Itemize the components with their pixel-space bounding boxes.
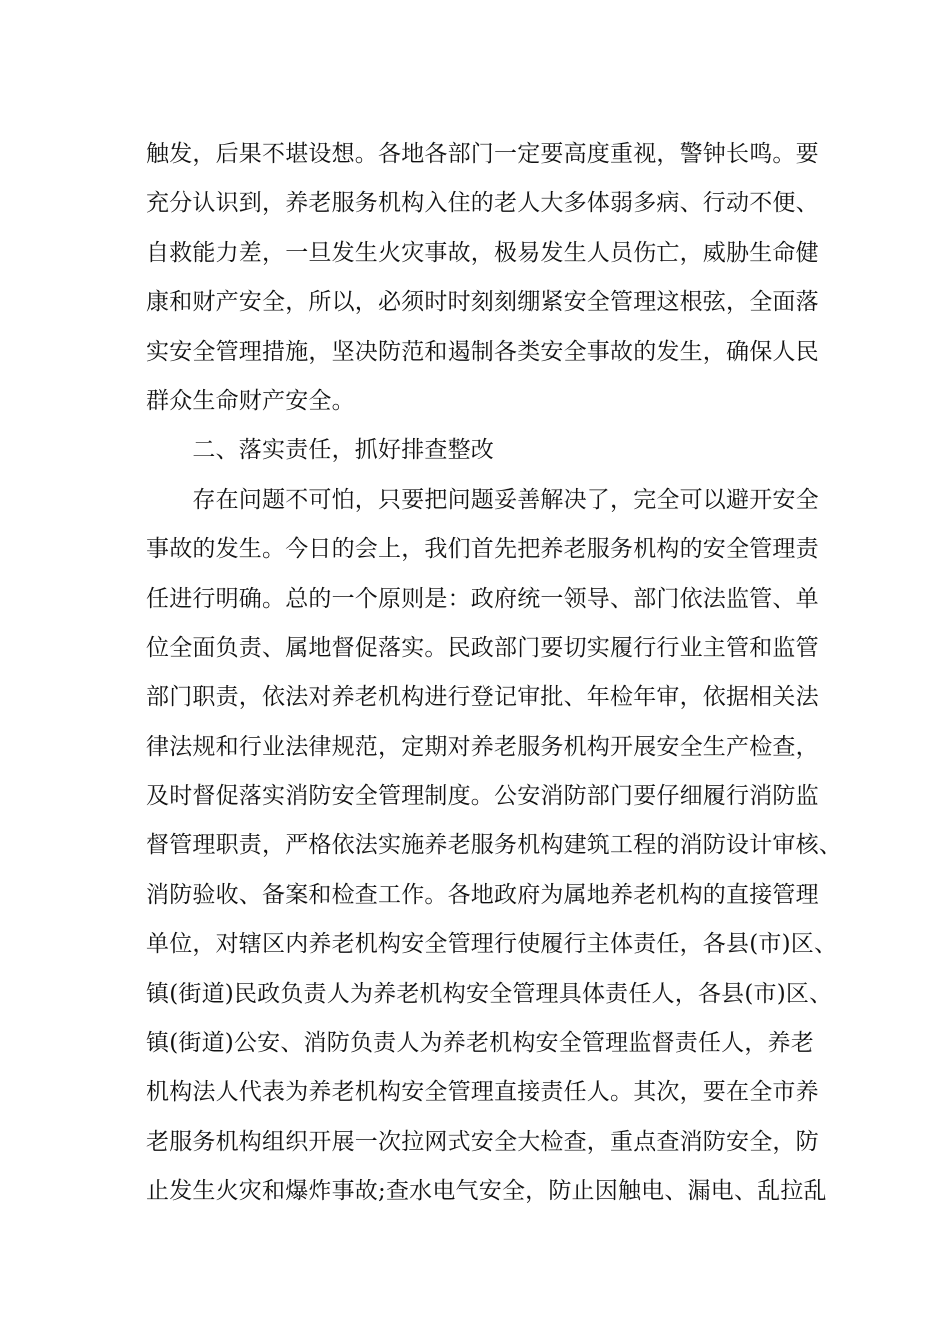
text-line: 及时督促落实消防安全管理制度。公安消防部门要仔细履行消防监	[146, 783, 819, 810]
text-line: 止发生火灾和爆炸事故;查水电气安全，防止因触电、漏电、乱拉乱	[146, 1178, 827, 1205]
text-line: 位全面负责、属地督促落实。民政部门要切实履行行业主管和监管	[146, 634, 819, 661]
text-line: 自救能力差，一旦发生火灾事故，极易发生人员伤亡，威胁生命健	[146, 239, 819, 266]
text-line: 实安全管理措施，坚决防范和遏制各类安全事故的发生，确保人民	[146, 338, 819, 365]
text-line: 事故的发生。今日的会上，我们首先把养老服务机构的安全管理责	[146, 536, 819, 563]
text-line: 部门职责，依法对养老机构进行登记审批、年检年审，依据相关法	[146, 684, 819, 711]
text-line: 任进行明确。总的一个原则是：政府统一领导、部门依法监管、单	[146, 585, 819, 612]
text-line: 触发，后果不堪设想。各地各部门一定要高度重视，警钟长鸣。要	[146, 141, 819, 167]
text-line: 康和财产安全，所以，必须时时刻刻绷紧安全管理这根弦，全面落	[146, 289, 819, 316]
text-line: 充分认识到，养老服务机构入住的老人大多体弱多病、行动不便、	[146, 190, 819, 217]
text-line: 老服务机构组织开展一次拉网式安全大检查，重点查消防安全，防	[146, 1128, 819, 1155]
text-line: 群众生命财产安全。	[146, 387, 355, 414]
text-line: 镇(街道)民政负责人为养老机构安全管理具体责任人，各县(市)区、	[146, 980, 833, 1007]
text-line: 督管理职责，严格依法实施养老服务机构建筑工程的消防设计审核、	[146, 832, 842, 859]
text-line: 消防验收、备案和检查工作。各地政府为属地养老机构的直接管理	[146, 881, 819, 908]
document-body	[146, 131, 842, 1218]
text-line: 单位，对辖区内养老机构安全管理行使履行主体责任，各县(市)区、	[146, 931, 838, 958]
text-line: 存在问题不可怕，只要把问题妥善解决了，完全可以避开安全	[146, 486, 819, 513]
section-heading: 二、落实责任，抓好排查整改	[146, 437, 494, 464]
text-line: 镇(街道)公安、消防负责人为养老机构安全管理监督责任人，养老	[146, 1030, 814, 1057]
text-line: 律法规和行业法律规范，定期对养老服务机构开展安全生产检查，	[146, 733, 819, 760]
text-line: 机构法人代表为养老机构安全管理直接责任人。其次，要在全市养	[146, 1079, 819, 1106]
